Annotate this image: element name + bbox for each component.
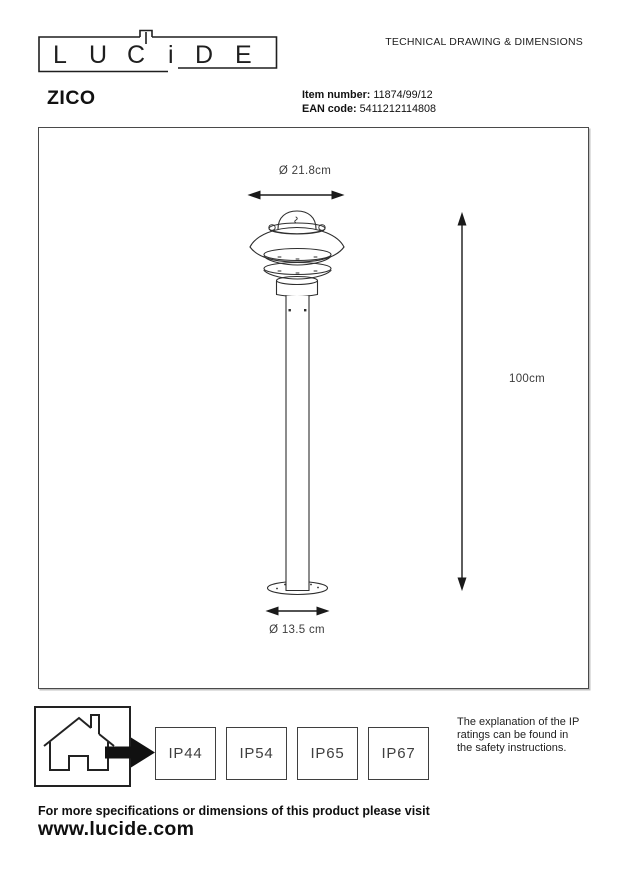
- lamp-dome: [278, 211, 316, 229]
- dimension-diameter-top: Ø 21.8cm: [278, 165, 332, 177]
- logo-letter: L: [53, 41, 67, 69]
- ean-line: [302, 103, 436, 117]
- document-title: TECHNICAL DRAWING & DIMENSIONS: [385, 36, 583, 48]
- product-name: ZICO: [47, 87, 96, 109]
- width-arrow-head-right: [332, 191, 343, 199]
- ip-rating-badge-ip44: IP44: [155, 727, 216, 780]
- lamp-collar-lower: [271, 231, 324, 234]
- dimension-height: 100cm: [509, 373, 546, 385]
- lamp-cylinder-top: [277, 277, 318, 285]
- house-walls: [50, 742, 108, 770]
- logo-letter: U: [89, 41, 108, 69]
- logo-letter: C: [127, 41, 146, 69]
- ean-label: EAN code:: [302, 102, 357, 115]
- ean-value: 5411212114808: [359, 102, 437, 115]
- lamp-pole-fill: [286, 296, 309, 591]
- lamp-line-art: [250, 211, 344, 595]
- ip-rating-badge-ip54: IP54: [226, 727, 287, 780]
- logo-letter: i: [168, 41, 174, 69]
- house-chimney: [91, 715, 99, 734]
- base-arrow-head-right: [317, 607, 328, 615]
- pointer-arrow-icon: [102, 736, 158, 769]
- house-roof: [44, 718, 91, 746]
- logo-letter: E: [235, 41, 252, 69]
- item-number-line: [302, 89, 436, 103]
- item-number-value: 11874/99/12: [373, 89, 433, 101]
- ip-rating-badge-ip65: IP65: [297, 727, 358, 780]
- height-arrow-head-top: [458, 214, 466, 226]
- lamp-saucer-top: [250, 228, 344, 248]
- dimension-arrows: [249, 191, 466, 615]
- footer-text: For more specifications or dimensions of this product please visit: [38, 804, 430, 818]
- ip-ratings-note: The explanation of the IP ratings can be found in the safety instructions.: [457, 716, 580, 755]
- ip-rating-badge-ip67: IP67: [368, 727, 429, 780]
- bollard-lamp-drawing: [39, 128, 588, 688]
- dimension-diameter-base: Ø 13.5 cm: [269, 624, 325, 636]
- item-number-label: Item number:: [302, 89, 371, 101]
- lamp-dome-mark: [295, 217, 298, 223]
- lucide-logo: [38, 28, 278, 74]
- base-arrow-head-left: [267, 607, 278, 615]
- height-arrow-head-bottom: [458, 578, 466, 590]
- technical-drawing-panel: [38, 127, 589, 689]
- logo-letter: D: [195, 41, 214, 69]
- logo-letters: [53, 41, 252, 69]
- width-arrow-head-left: [249, 191, 260, 199]
- product-codes: [302, 89, 436, 116]
- footer-website: www.lucide.com: [38, 818, 195, 840]
